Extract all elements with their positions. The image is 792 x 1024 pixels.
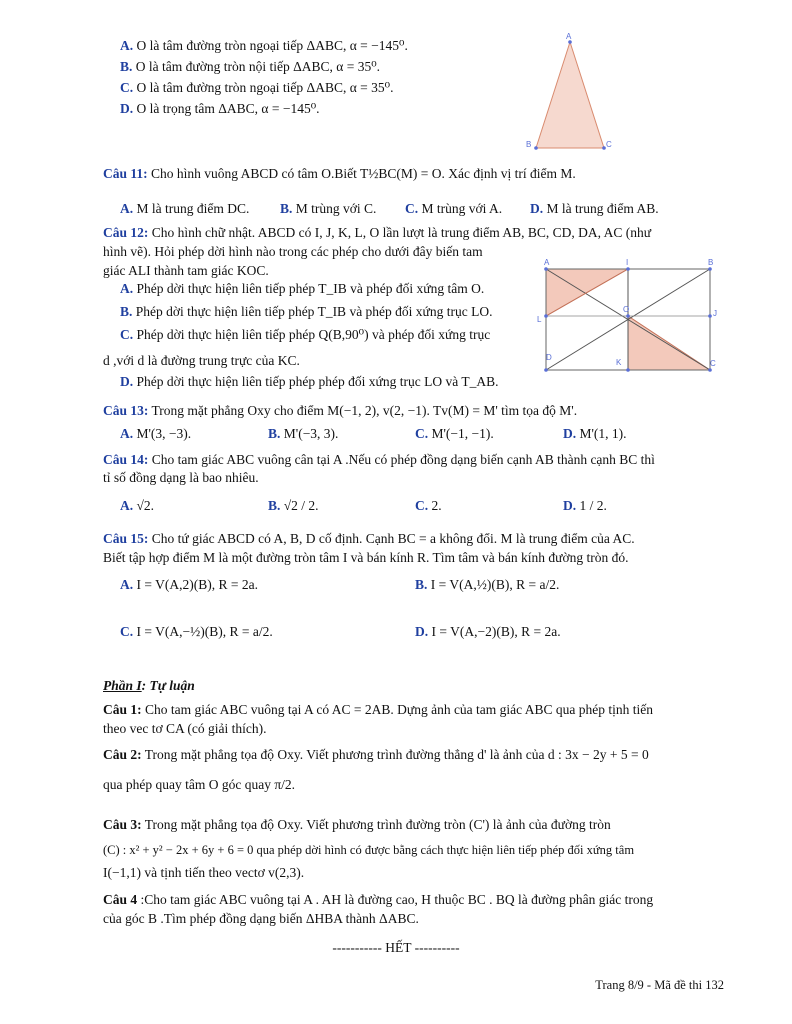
q10-option-a <box>120 37 408 55</box>
option-letter: B. <box>120 59 133 74</box>
q15-stem-line1 <box>103 530 635 548</box>
essay-text: :Cho tam giác ABC vuông tại A . AH là đường cao, H thuộc BC . BQ là đường phân giác trong <box>140 892 654 907</box>
q15-option-c <box>120 623 273 641</box>
q15-option-a <box>120 576 258 594</box>
q15-option-d <box>415 623 561 641</box>
option-letter: D. <box>563 498 577 513</box>
point-label-j: J <box>713 309 717 318</box>
q15-stem-line2: Biết tập hợp điểm M là một đường tròn tâm I và bán kính R. Tìm tâm và bán kính đường tròn đó. <box>103 550 629 565</box>
option-letter: C. <box>120 80 134 95</box>
q13-option-d <box>563 425 627 443</box>
vertex-label-b: B <box>526 140 532 149</box>
q10-option-b <box>120 58 380 76</box>
question-text: Cho hình chữ nhật. ABCD có I, J, K, L, O lần lượt là trung điểm AB, BC, CD, DA, AC (như <box>151 225 652 240</box>
q12-stem-line3: giác ALI thành tam giác KOC. <box>103 263 269 278</box>
point-label-i: I <box>626 258 629 267</box>
q10-option-d <box>120 100 320 118</box>
question-label: Câu 11: <box>103 166 148 181</box>
q13-option-b <box>268 425 338 443</box>
point-label-o: O <box>623 305 630 314</box>
q11-option-b <box>280 200 376 218</box>
question-text: Cho tam giác ABC vuông cân tại A .Nếu có phép đồng dạng biến cạnh AB thành cạnh BC thì <box>151 452 655 467</box>
essay-text: Trong mặt phẳng tọa độ Oxy. Viết phương trình đường tròn (C') là ảnh của đường tròn <box>144 817 611 832</box>
option-text: M là trung điểm AB. <box>546 201 659 216</box>
q14-stem-line1 <box>103 451 655 469</box>
option-letter: D. <box>120 101 134 116</box>
option-letter: C. <box>415 426 429 441</box>
option-text: M'(1, 1). <box>579 426 627 441</box>
option-text: O là tâm đường tròn ngoại tiếp ΔABC, α = −145⁰. <box>136 38 408 53</box>
option-text: M trùng với A. <box>421 201 503 216</box>
q14-stem-line2: tỉ số đồng dạng là bao nhiêu. <box>103 470 259 485</box>
option-letter: C. <box>405 201 419 216</box>
q12-option-c <box>120 326 490 344</box>
q11-option-d <box>530 200 659 218</box>
question-label: Câu 14: <box>103 452 149 467</box>
option-letter: C. <box>120 327 134 342</box>
option-letter: B. <box>280 201 293 216</box>
q11-option-c <box>405 200 502 218</box>
option-letter: B. <box>268 498 281 513</box>
question-label: Câu 15: <box>103 531 149 546</box>
option-text: M trùng với C. <box>295 201 377 216</box>
q11-option-a <box>120 200 249 218</box>
question-label: Câu 12: <box>103 225 149 240</box>
essay-text: Trong mặt phẳng tọa độ Oxy. Viết phương trình đường thẳng d' là ảnh của d : 3x − 2y + 5 = 0 <box>144 747 649 762</box>
option-text: d ,với d là đường trung trực của KC. <box>103 353 300 368</box>
essay-q4-line2: của góc B .Tìm phép đồng dạng biến ΔHBA thành ΔABC. <box>103 911 419 926</box>
essay-q4-line1 <box>103 891 653 909</box>
question-label: Câu 13: <box>103 403 149 418</box>
essay-q2-line2: qua phép quay tâm O góc quay π/2. <box>103 777 296 792</box>
option-letter: A. <box>120 201 134 216</box>
option-text: 1 / 2. <box>579 498 607 513</box>
triangle-shape <box>536 42 604 148</box>
option-text: O là trọng tâm ΔABC, α = −145⁰. <box>136 101 320 116</box>
option-text: M'(−1, −1). <box>431 426 494 441</box>
option-letter: B. <box>268 426 281 441</box>
essay-label: Câu 3: <box>103 817 142 832</box>
option-text: I = V(A,2)(B), R = 2a. <box>136 577 258 592</box>
q10-triangle-figure <box>520 30 620 155</box>
essay-q1-line1 <box>103 701 653 719</box>
q12-stem-line1 <box>103 224 651 242</box>
essay-section-heading <box>103 677 195 695</box>
q14-option-a <box>120 497 154 515</box>
option-letter: D. <box>120 374 134 389</box>
option-text: I = V(A,−2)(B), R = 2a. <box>431 624 561 639</box>
option-letter: B. <box>415 577 428 592</box>
option-text: I = V(A,½)(B), R = a/2. <box>430 577 560 592</box>
option-text: I = V(A,−½)(B), R = a/2. <box>136 624 273 639</box>
option-text: √2 / 2. <box>283 498 319 513</box>
q14-option-c <box>415 497 442 515</box>
vertex-label-a: A <box>566 32 572 41</box>
q13-option-c <box>415 425 494 443</box>
q12-rectangle-figure <box>532 256 724 376</box>
option-letter: A. <box>120 498 134 513</box>
vertex-label-c: C <box>606 140 612 149</box>
essay-q2-line1 <box>103 746 649 764</box>
option-text: 2. <box>431 498 442 513</box>
option-letter: B. <box>120 304 133 319</box>
q13-stem <box>103 402 577 420</box>
option-text: M'(−3, 3). <box>283 426 339 441</box>
heading-title: : Tự luận <box>141 678 195 693</box>
option-letter: A. <box>120 426 134 441</box>
q12-option-c-cont <box>103 352 300 370</box>
option-text: M là trung điểm DC. <box>136 201 250 216</box>
option-letter: A. <box>120 577 134 592</box>
point-label-k: K <box>616 358 622 367</box>
end-mark: ----------- HẾT ---------- <box>332 940 460 955</box>
option-letter: A. <box>120 281 134 296</box>
point-label-b: B <box>708 258 714 267</box>
q13-option-a <box>120 425 191 443</box>
option-letter: C. <box>415 498 429 513</box>
option-text: Phép dời thực hiện liên tiếp phép phép đối xứng trục LO và T_AB. <box>136 374 499 389</box>
q14-option-b <box>268 497 319 515</box>
option-letter: A. <box>120 38 134 53</box>
q15-option-b <box>415 576 559 594</box>
essay-label: Câu 1: <box>103 702 142 717</box>
option-letter: D. <box>563 426 577 441</box>
option-text: Phép dời thực hiện liên tiếp phép T_IB và phép đối xứng trục LO. <box>135 304 493 319</box>
option-text: Phép dời thực hiện liên tiếp phép T_IB và phép đối xứng tâm O. <box>136 281 485 296</box>
option-text: √2. <box>136 498 155 513</box>
essay-q3-line1 <box>103 816 611 834</box>
q12-option-a <box>120 280 484 298</box>
essay-q1-line2: theo vec tơ CA (có giải thích). <box>103 721 267 736</box>
point-label-l: L <box>537 315 542 324</box>
q12-option-b <box>120 303 492 321</box>
question-text: Trong mặt phẳng Oxy cho điểm M(−1, 2), v(2, −1). Tv(M) = M' tìm tọa độ M'. <box>151 403 578 418</box>
q12-option-d <box>120 373 498 391</box>
essay-text: Cho tam giác ABC vuông tại A có AC = 2AB. Dựng ảnh của tam giác ABC qua phép tịnh tiến <box>145 702 654 717</box>
option-text: Phép dời thực hiện liên tiếp phép Q(B,90⁰) và phép đối xứng trục <box>136 327 491 342</box>
heading-part: Phần I <box>103 678 142 693</box>
essay-q3-line2: (C) : x² + y² − 2x + 6y + 6 = 0 qua phép dời hình có được bằng cách thực hiện liên tiếp phép đối xứng tâm <box>103 843 635 857</box>
question-text: Cho hình vuông ABCD có tâm O.Biết T½BC(M) = O. Xác định vị trí điểm M. <box>151 166 576 181</box>
q12-stem-line2: hình vẽ). Hỏi phép dời hình nào trong các phép cho dưới đây biến tam <box>103 244 483 259</box>
q11-stem <box>103 165 576 183</box>
option-text: O là tâm đường tròn ngoại tiếp ΔABC, α = 35⁰. <box>136 80 394 95</box>
point-label-a: A <box>544 258 550 267</box>
point-label-c: C <box>710 359 716 368</box>
option-text: O là tâm đường tròn nội tiếp ΔABC, α = 35⁰. <box>135 59 380 74</box>
page-footer: Trang 8/9 - Mã đề thi 132 <box>595 978 724 992</box>
option-letter: D. <box>530 201 544 216</box>
option-text: M'(3, −3). <box>136 426 192 441</box>
essay-label: Câu 4 <box>103 892 138 907</box>
essay-q3-line3: I(−1,1) và tịnh tiến theo vectơ v(2,3). <box>103 865 305 880</box>
q10-option-c <box>120 79 393 97</box>
essay-label: Câu 2: <box>103 747 142 762</box>
question-text: Cho tứ giác ABCD có A, B, D cố định. Cạnh BC = a không đổi. M là trung điểm của AC. <box>151 531 635 546</box>
q14-option-d <box>563 497 607 515</box>
option-letter: D. <box>415 624 429 639</box>
option-letter: C. <box>120 624 134 639</box>
point-label-d: D <box>546 353 552 362</box>
